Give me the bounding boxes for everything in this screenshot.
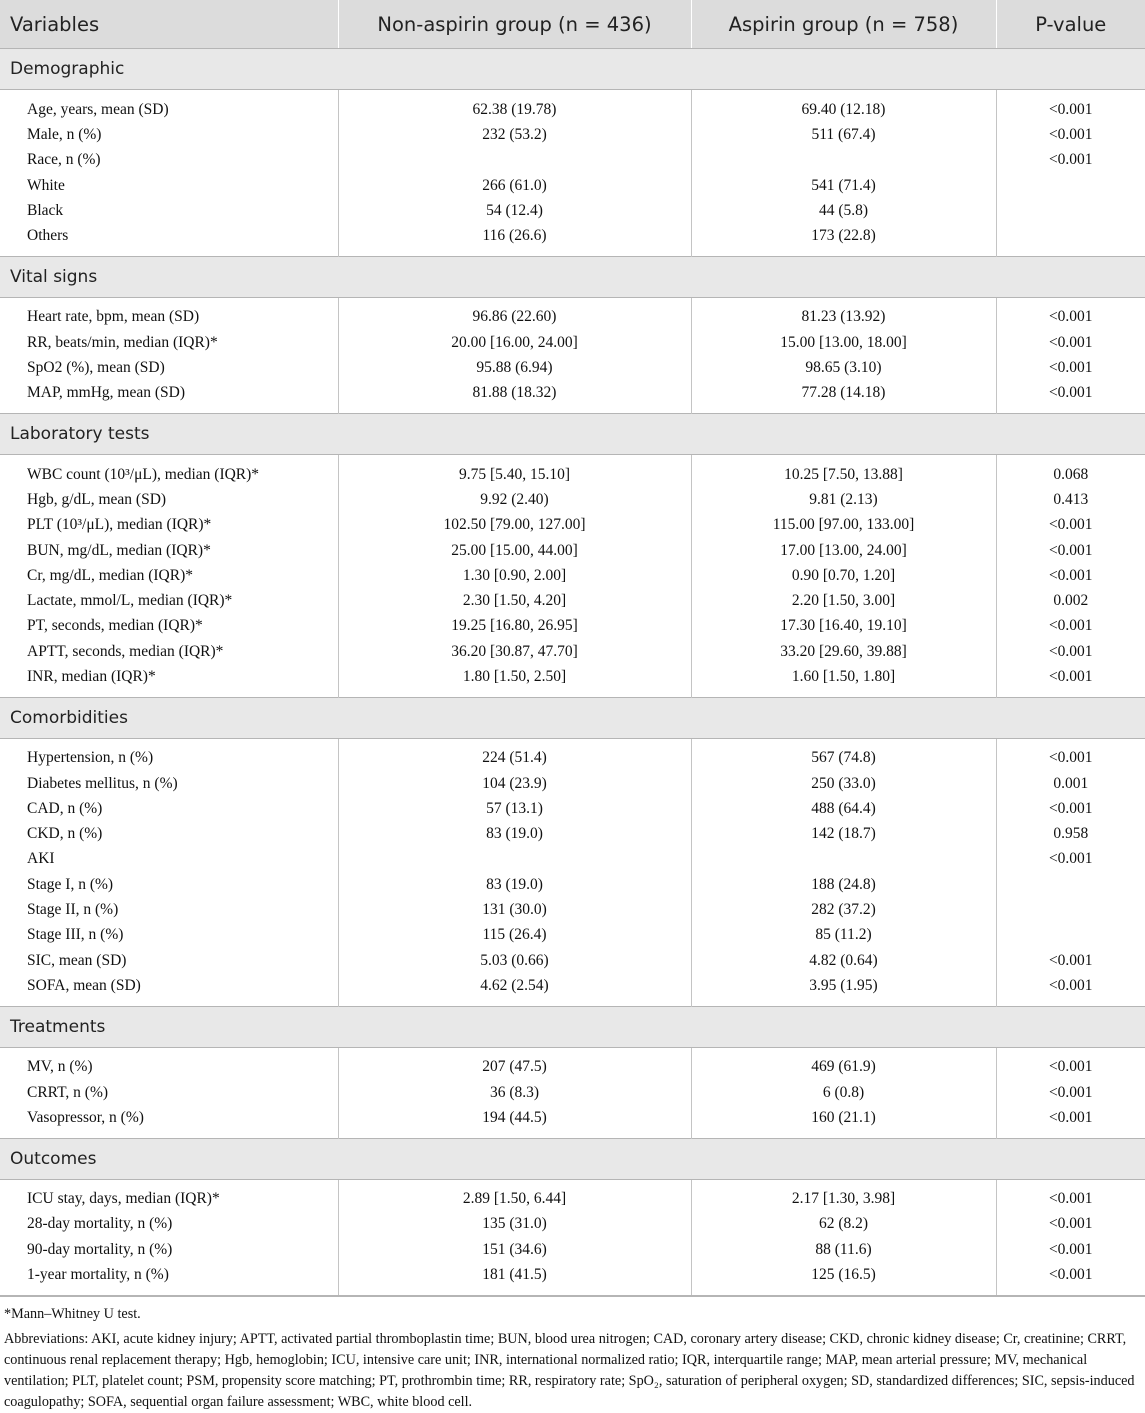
non-aspirin-value-cell: 96.86 (22.60) <box>338 305 691 330</box>
variable-cell: Diabetes mellitus, n (%) <box>27 774 178 792</box>
spacer-row <box>0 1047 1145 1055</box>
aspirin-value-cell: 6 (0.8) <box>691 1080 996 1105</box>
p-value-cell: <0.001 <box>996 746 1145 771</box>
table-row <box>0 1187 1145 1212</box>
spacer-row <box>0 738 1145 746</box>
variable-cell: SpO2 (%), mean (SD) <box>27 359 165 377</box>
non-aspirin-value-cell: 1.30 [0.90, 2.00] <box>338 563 691 588</box>
aspirin-value-cell: 33.20 [29.60, 39.88] <box>691 639 996 664</box>
spacer-cell <box>0 690 338 698</box>
non-aspirin-value-cell: 181 (41.5) <box>338 1262 691 1287</box>
p-value-cell: <0.001 <box>996 948 1145 973</box>
table-row <box>0 462 1145 487</box>
table-row <box>0 198 1145 223</box>
p-value-cell: <0.001 <box>996 513 1145 538</box>
table-row <box>0 1212 1145 1237</box>
spacer-cell <box>0 297 338 305</box>
variable-cell: MV, n (%) <box>27 1058 93 1076</box>
p-value-cell <box>996 198 1145 223</box>
p-value-cell: <0.001 <box>996 1212 1145 1237</box>
p-value-cell: <0.001 <box>996 305 1145 330</box>
section-header-row <box>0 1138 1145 1179</box>
table-row <box>0 1237 1145 1262</box>
aspirin-value-cell: 469 (61.9) <box>691 1055 996 1080</box>
non-aspirin-value-cell: 115 (26.4) <box>338 923 691 948</box>
p-value-cell: <0.001 <box>996 355 1145 380</box>
variable-cell: Stage I, n (%) <box>27 875 114 893</box>
spacer-cell <box>691 1131 996 1139</box>
spacer-cell <box>691 454 996 462</box>
table-row <box>0 513 1145 538</box>
spacer-cell <box>691 690 996 698</box>
header-variables: Variables <box>0 0 338 49</box>
table-row <box>0 1055 1145 1080</box>
aspirin-value-cell: 3.95 (1.95) <box>691 973 996 998</box>
spacer-cell <box>338 738 691 746</box>
spacer-row <box>0 297 1145 305</box>
p-value-cell: <0.001 <box>996 97 1145 122</box>
spacer-cell <box>0 1179 338 1187</box>
non-aspirin-value-cell: 194 (44.5) <box>338 1105 691 1130</box>
table-row <box>0 97 1145 122</box>
table-row <box>0 173 1145 198</box>
aspirin-value-cell <box>691 148 996 173</box>
aspirin-value-cell: 69.40 (12.18) <box>691 97 996 122</box>
non-aspirin-value-cell: 151 (34.6) <box>338 1237 691 1262</box>
spacer-cell <box>996 738 1145 746</box>
aspirin-value-cell: 17.00 [13.00, 24.00] <box>691 538 996 563</box>
p-value-cell: <0.001 <box>996 381 1145 406</box>
non-aspirin-value-cell: 116 (26.6) <box>338 223 691 248</box>
spacer-row <box>0 249 1145 257</box>
spacer-cell <box>691 297 996 305</box>
non-aspirin-value-cell: 19.25 [16.80, 26.95] <box>338 614 691 639</box>
spacer-cell <box>0 738 338 746</box>
non-aspirin-value-cell: 83 (19.0) <box>338 822 691 847</box>
spacer-cell <box>0 90 338 98</box>
section-title: Comorbidities <box>0 697 1145 738</box>
variable-cell: Heart rate, bpm, mean (SD) <box>27 308 200 326</box>
variable-cell: Race, n (%) <box>27 151 101 169</box>
spacer-cell <box>0 454 338 462</box>
spacer-cell <box>996 1288 1145 1296</box>
aspirin-value-cell: 10.25 [7.50, 13.88] <box>691 462 996 487</box>
variable-cell: SIC, mean (SD) <box>27 951 127 969</box>
non-aspirin-value-cell: 224 (51.4) <box>338 746 691 771</box>
spacer-cell <box>691 999 996 1007</box>
aspirin-value-cell: 188 (24.8) <box>691 872 996 897</box>
non-aspirin-value-cell: 20.00 [16.00, 24.00] <box>338 330 691 355</box>
p-value-cell: <0.001 <box>996 122 1145 147</box>
variable-cell: Hypertension, n (%) <box>27 749 154 767</box>
spacer-cell <box>0 1047 338 1055</box>
p-value-cell: <0.001 <box>996 330 1145 355</box>
spacer-row <box>0 1131 1145 1139</box>
non-aspirin-value-cell: 104 (23.9) <box>338 771 691 796</box>
spacer-row <box>0 1288 1145 1296</box>
p-value-cell: <0.001 <box>996 973 1145 998</box>
table-footnotes <box>0 1296 1145 1413</box>
aspirin-value-cell: 2.17 [1.30, 3.98] <box>691 1187 996 1212</box>
spacer-cell <box>691 1179 996 1187</box>
spacer-cell <box>691 1288 996 1296</box>
table-row <box>0 1262 1145 1287</box>
non-aspirin-value-cell: 5.03 (0.66) <box>338 948 691 973</box>
variable-cell: Male, n (%) <box>27 125 102 143</box>
spacer-cell <box>996 1179 1145 1187</box>
aspirin-value-cell: 62 (8.2) <box>691 1212 996 1237</box>
section-title: Treatments <box>0 1006 1145 1047</box>
variable-cell: Cr, mg/dL, median (IQR)* <box>27 566 193 584</box>
header-aspirin-group: Aspirin group (n = 758) <box>691 0 996 49</box>
aspirin-value-cell: 88 (11.6) <box>691 1237 996 1262</box>
aspirin-value-cell <box>691 847 996 872</box>
variable-cell: AKI <box>27 850 55 868</box>
aspirin-value-cell: 98.65 (3.10) <box>691 355 996 380</box>
table-row <box>0 1080 1145 1105</box>
non-aspirin-value-cell: 4.62 (2.54) <box>338 973 691 998</box>
spacer-cell <box>691 90 996 98</box>
aspirin-value-cell: 1.60 [1.50, 1.80] <box>691 664 996 689</box>
aspirin-value-cell: 250 (33.0) <box>691 771 996 796</box>
section-title: Vital signs <box>0 256 1145 297</box>
spacer-cell <box>996 297 1145 305</box>
table-row <box>0 872 1145 897</box>
spacer-cell <box>338 1288 691 1296</box>
non-aspirin-value-cell: 131 (30.0) <box>338 897 691 922</box>
spacer-cell <box>691 738 996 746</box>
p-value-cell: <0.001 <box>996 1080 1145 1105</box>
variable-cell: INR, median (IQR)* <box>27 667 156 685</box>
aspirin-value-cell: 77.28 (14.18) <box>691 381 996 406</box>
p-value-cell: 0.958 <box>996 822 1145 847</box>
spacer-cell <box>0 1288 338 1296</box>
p-value-cell <box>996 872 1145 897</box>
non-aspirin-value-cell: 25.00 [15.00, 44.00] <box>338 538 691 563</box>
p-value-cell <box>996 923 1145 948</box>
section-title: Demographic <box>0 49 1145 90</box>
spacer-cell <box>0 999 338 1007</box>
p-value-cell: 0.001 <box>996 771 1145 796</box>
variable-cell: Stage III, n (%) <box>27 926 124 944</box>
aspirin-value-cell: 541 (71.4) <box>691 173 996 198</box>
non-aspirin-value-cell: 83 (19.0) <box>338 872 691 897</box>
footnote-abbreviations: Abbreviations: AKI, acute kidney injury; APTT, activated partial thromboplastin time; BUN, blood urea nitrogen; CAD, coronary artery disease; CKD, chronic kidney disease; Cr, creatinine; CRRT, continuous renal replacement therapy; Hgb, hemoglobin; ICU, intensive care unit; INR, international normalized ratio; IQR, interquartile range; MAP, mean arterial pressure; MV, mechanical ventilation; PLT, platelet count; PSM, propensity score matching; PT, prothrombin time; RR, respiratory rate; SpO₂, saturation of peripheral oxygen; SD, standardized differences; SIC, sepsis-induced coagulopathy; SOFA, sequential organ failure assessment; WBC, white blood cell. <box>4 1330 1135 1410</box>
non-aspirin-value-cell: 135 (31.0) <box>338 1212 691 1237</box>
variable-cell: PT, seconds, median (IQR)* <box>27 617 203 635</box>
spacer-cell <box>338 1047 691 1055</box>
spacer-cell <box>691 406 996 414</box>
aspirin-value-cell: 0.90 [0.70, 1.20] <box>691 563 996 588</box>
table-row <box>0 1105 1145 1130</box>
table-row <box>0 822 1145 847</box>
aspirin-value-cell: 567 (74.8) <box>691 746 996 771</box>
spacer-cell <box>0 406 338 414</box>
non-aspirin-value-cell: 57 (13.1) <box>338 796 691 821</box>
variable-cell: Others <box>27 227 69 245</box>
non-aspirin-value-cell: 266 (61.0) <box>338 173 691 198</box>
aspirin-value-cell: 160 (21.1) <box>691 1105 996 1130</box>
spacer-cell <box>996 406 1145 414</box>
non-aspirin-value-cell: 54 (12.4) <box>338 198 691 223</box>
variable-cell: PLT (10³/μL), median (IQR)* <box>27 516 212 534</box>
variable-cell: APTT, seconds, median (IQR)* <box>27 642 224 660</box>
variable-cell: WBC count (10³/μL), median (IQR)* <box>27 465 260 483</box>
p-value-cell: <0.001 <box>996 1187 1145 1212</box>
table-row <box>0 588 1145 613</box>
variable-cell: Vasopressor, n (%) <box>27 1108 144 1126</box>
aspirin-value-cell: 2.20 [1.50, 3.00] <box>691 588 996 613</box>
p-value-cell: <0.001 <box>996 1055 1145 1080</box>
variable-cell: Age, years, mean (SD) <box>27 100 169 118</box>
spacer-row <box>0 90 1145 98</box>
p-value-cell: <0.001 <box>996 847 1145 872</box>
variable-cell: 28-day mortality, n (%) <box>27 1215 173 1233</box>
variable-cell: CRRT, n (%) <box>27 1083 109 1101</box>
table-row <box>0 355 1145 380</box>
section-title: Outcomes <box>0 1138 1145 1179</box>
spacer-row <box>0 454 1145 462</box>
table-row <box>0 973 1145 998</box>
p-value-cell: 0.068 <box>996 462 1145 487</box>
table-body <box>0 49 1145 1296</box>
table-row <box>0 538 1145 563</box>
spacer-row <box>0 999 1145 1007</box>
aspirin-value-cell: 4.82 (0.64) <box>691 948 996 973</box>
table-row <box>0 614 1145 639</box>
p-value-cell: <0.001 <box>996 1262 1145 1287</box>
spacer-cell <box>996 249 1145 257</box>
footnote-mann-whitney: *Mann–Whitney U test. <box>4 1305 141 1322</box>
header-non-aspirin-group: Non-aspirin group (n = 436) <box>338 0 691 49</box>
spacer-cell <box>996 690 1145 698</box>
table-row <box>0 563 1145 588</box>
non-aspirin-value-cell: 1.80 [1.50, 2.50] <box>338 664 691 689</box>
variable-cell: Lactate, mmol/L, median (IQR)* <box>27 592 233 610</box>
aspirin-value-cell: 142 (18.7) <box>691 822 996 847</box>
table-row <box>0 122 1145 147</box>
p-value-cell: <0.001 <box>996 664 1145 689</box>
aspirin-value-cell: 85 (11.2) <box>691 923 996 948</box>
section-header-row <box>0 1006 1145 1047</box>
variable-cell: ICU stay, days, median (IQR)* <box>27 1190 220 1208</box>
variable-cell: Black <box>27 201 64 219</box>
spacer-cell <box>691 1047 996 1055</box>
header-p-value: P-value <box>996 0 1145 49</box>
non-aspirin-value-cell: 102.50 [79.00, 127.00] <box>338 513 691 538</box>
aspirin-value-cell: 9.81 (2.13) <box>691 487 996 512</box>
variable-cell: Hgb, g/dL, mean (SD) <box>27 490 167 508</box>
non-aspirin-value-cell: 36.20 [30.87, 47.70] <box>338 639 691 664</box>
aspirin-value-cell: 17.30 [16.40, 19.10] <box>691 614 996 639</box>
p-value-cell: <0.001 <box>996 796 1145 821</box>
spacer-cell <box>338 690 691 698</box>
spacer-row <box>0 406 1145 414</box>
table-row <box>0 897 1145 922</box>
p-value-cell <box>996 173 1145 198</box>
aspirin-value-cell: 488 (64.4) <box>691 796 996 821</box>
non-aspirin-value-cell: 36 (8.3) <box>338 1080 691 1105</box>
non-aspirin-value-cell: 9.75 [5.40, 15.10] <box>338 462 691 487</box>
spacer-cell <box>996 999 1145 1007</box>
spacer-cell <box>338 297 691 305</box>
variable-cell: MAP, mmHg, mean (SD) <box>27 384 186 402</box>
variable-cell: CKD, n (%) <box>27 825 103 843</box>
section-header-row <box>0 256 1145 297</box>
spacer-cell <box>338 406 691 414</box>
non-aspirin-value-cell: 232 (53.2) <box>338 122 691 147</box>
spacer-cell <box>996 1131 1145 1139</box>
p-value-cell: 0.002 <box>996 588 1145 613</box>
spacer-cell <box>338 249 691 257</box>
table-row <box>0 948 1145 973</box>
header-row <box>0 0 1145 49</box>
table-row <box>0 639 1145 664</box>
variable-cell: RR, beats/min, median (IQR)* <box>27 333 218 351</box>
aspirin-value-cell: 115.00 [97.00, 133.00] <box>691 513 996 538</box>
variable-cell: Stage II, n (%) <box>27 901 119 919</box>
table-row <box>0 223 1145 248</box>
aspirin-value-cell: 44 (5.8) <box>691 198 996 223</box>
spacer-cell <box>338 999 691 1007</box>
p-value-cell: <0.001 <box>996 148 1145 173</box>
table-row <box>0 923 1145 948</box>
spacer-cell <box>338 1179 691 1187</box>
variable-cell: SOFA, mean (SD) <box>27 976 141 994</box>
non-aspirin-value-cell: 2.89 [1.50, 6.44] <box>338 1187 691 1212</box>
variable-cell: BUN, mg/dL, median (IQR)* <box>27 541 211 559</box>
section-header-row <box>0 697 1145 738</box>
spacer-cell <box>0 249 338 257</box>
spacer-cell <box>338 90 691 98</box>
p-value-cell <box>996 897 1145 922</box>
aspirin-value-cell: 173 (22.8) <box>691 223 996 248</box>
spacer-cell <box>0 1131 338 1139</box>
spacer-row <box>0 690 1145 698</box>
table-row <box>0 487 1145 512</box>
spacer-cell <box>996 454 1145 462</box>
p-value-cell: <0.001 <box>996 1105 1145 1130</box>
non-aspirin-value-cell: 81.88 (18.32) <box>338 381 691 406</box>
non-aspirin-value-cell: 2.30 [1.50, 4.20] <box>338 588 691 613</box>
non-aspirin-value-cell: 95.88 (6.94) <box>338 355 691 380</box>
table-row <box>0 305 1145 330</box>
section-title: Laboratory tests <box>0 413 1145 454</box>
non-aspirin-value-cell: 207 (47.5) <box>338 1055 691 1080</box>
section-header-row <box>0 49 1145 90</box>
p-value-cell: <0.001 <box>996 639 1145 664</box>
variable-cell: CAD, n (%) <box>27 799 103 817</box>
table-row <box>0 847 1145 872</box>
table-row <box>0 746 1145 771</box>
non-aspirin-value-cell <box>338 847 691 872</box>
p-value-cell: <0.001 <box>996 1237 1145 1262</box>
p-value-cell <box>996 223 1145 248</box>
table-row <box>0 330 1145 355</box>
section-header-row <box>0 413 1145 454</box>
p-value-cell: 0.413 <box>996 487 1145 512</box>
table-row <box>0 148 1145 173</box>
spacer-cell <box>996 1047 1145 1055</box>
variable-cell: 90-day mortality, n (%) <box>27 1240 173 1258</box>
spacer-row <box>0 1179 1145 1187</box>
non-aspirin-value-cell: 62.38 (19.78) <box>338 97 691 122</box>
table-row <box>0 771 1145 796</box>
aspirin-value-cell: 81.23 (13.92) <box>691 305 996 330</box>
aspirin-value-cell: 282 (37.2) <box>691 897 996 922</box>
aspirin-value-cell: 125 (16.5) <box>691 1262 996 1287</box>
non-aspirin-value-cell <box>338 148 691 173</box>
table-row <box>0 796 1145 821</box>
variable-cell: White <box>27 176 65 194</box>
variable-cell: 1-year mortality, n (%) <box>27 1266 169 1284</box>
p-value-cell: <0.001 <box>996 538 1145 563</box>
spacer-cell <box>338 1131 691 1139</box>
spacer-cell <box>691 249 996 257</box>
table-row <box>0 664 1145 689</box>
p-value-cell: <0.001 <box>996 563 1145 588</box>
spacer-cell <box>338 454 691 462</box>
spacer-cell <box>996 90 1145 98</box>
non-aspirin-value-cell: 9.92 (2.40) <box>338 487 691 512</box>
aspirin-value-cell: 511 (67.4) <box>691 122 996 147</box>
aspirin-value-cell: 15.00 [13.00, 18.00] <box>691 330 996 355</box>
table-row <box>0 381 1145 406</box>
p-value-cell: <0.001 <box>996 614 1145 639</box>
